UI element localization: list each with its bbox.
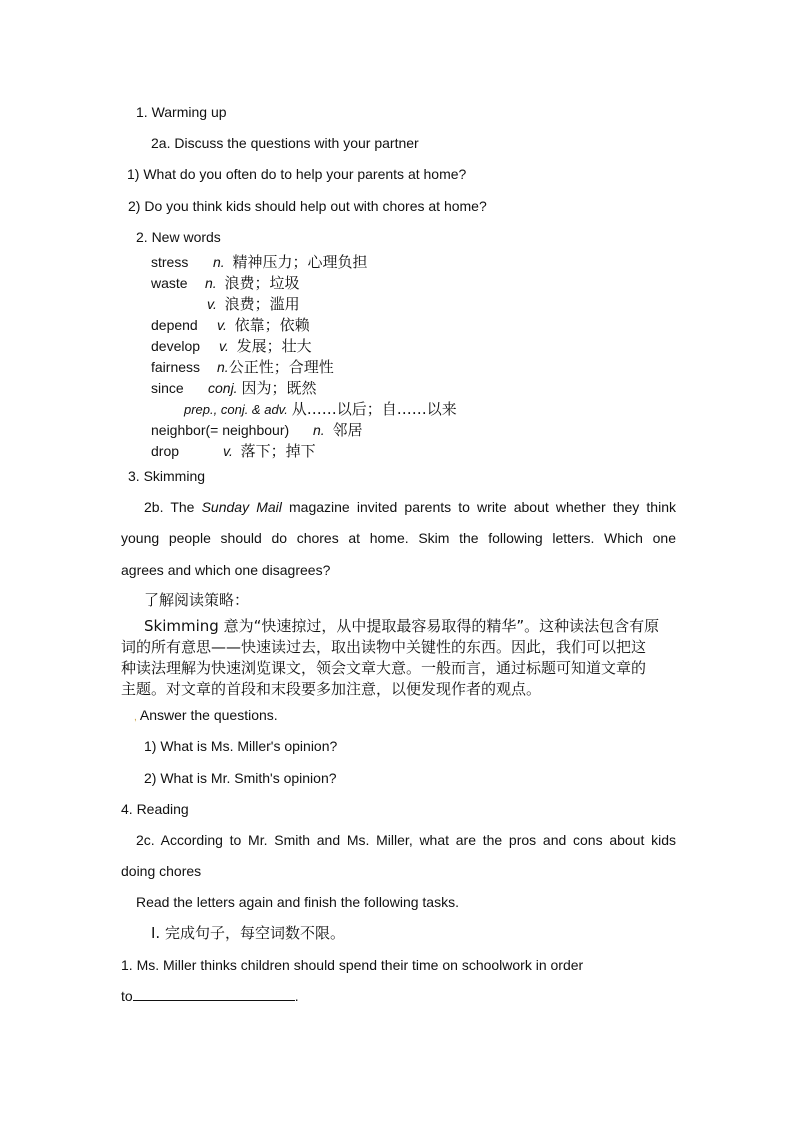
task-2b-line-1 — [144, 498, 676, 516]
vocab-entry — [207, 295, 300, 313]
vocab-word: neighbor(= neighbour) — [151, 422, 290, 438]
vocab-entry — [184, 400, 457, 419]
question-1: 1) What do you often do to help your parents at home? — [127, 166, 467, 182]
vocab-meaning: 邻居 — [332, 421, 363, 439]
vocab-meaning: 落下；掉下 — [240, 442, 316, 460]
vocab-pos: n. — [205, 275, 217, 291]
list-marker: , — [134, 712, 137, 723]
reading-instruction: Read the letters again and finish the following tasks. — [136, 894, 459, 910]
exercise-item-1-cont — [121, 987, 299, 1005]
vocab-pos: v. — [219, 338, 229, 354]
vocab-entry — [151, 379, 316, 397]
task-2b-rest: magazine invited parents to write about whether they think — [281, 499, 676, 515]
vocab-pos: n. — [313, 422, 325, 438]
task-2c-line-1: 2c. According to Mr. Smith and Ms. Miller, what are the pros and cons about kids — [136, 832, 676, 848]
magazine-title: Sunday Mail — [201, 499, 282, 515]
task-2c-line-2: doing chores — [121, 863, 202, 879]
vocab-entry — [151, 421, 362, 439]
vocab-pos: v. — [223, 443, 233, 459]
vocab-meaning: 浪费；滥用 — [224, 295, 300, 313]
vocab-word: waste — [151, 275, 188, 291]
task-2a: 2a. Discuss the questions with your partner — [151, 135, 419, 151]
vocab-meaning: 从……以后；自……以来 — [291, 400, 457, 418]
vocab-meaning: 精神压力；心理负担 — [232, 253, 368, 271]
section-heading-skimming: 3. Skimming — [128, 468, 206, 484]
section-heading-reading: 4. Reading — [121, 801, 189, 817]
vocab-meaning: 发展；壮大 — [236, 337, 312, 355]
vocab-entry — [151, 442, 316, 460]
task-2b-prefix: 2b. The — [144, 499, 202, 515]
vocab-pos: n. — [217, 359, 229, 375]
vocab-word: depend — [151, 317, 198, 333]
strategy-line-1: Skimming 意为“快速掠过，从中提取最容易取得的精华”。这种读法包含有原 — [144, 617, 660, 635]
vocab-meaning: 因为；既然 — [241, 379, 317, 397]
answer-prompt-text: Answer the questions. — [139, 707, 278, 723]
vocab-pos: v. — [207, 296, 217, 312]
vocab-entry — [151, 274, 299, 292]
item-1-to: to — [121, 988, 133, 1004]
item-1-period: . — [294, 988, 299, 1004]
exercise-item-1: 1. Ms. Miller thinks children should spend their time on schoolwork in order — [121, 957, 584, 973]
section-heading-warming-up: 1. Warming up — [136, 104, 227, 120]
vocab-entry — [151, 316, 310, 334]
vocab-word: develop — [151, 338, 201, 354]
vocab-word: since — [151, 380, 184, 396]
task-2b-line-2: young people should do chores at home. Skim the following letters. Which one — [121, 530, 676, 546]
reading-strategy-title: 了解阅读策略： — [144, 591, 250, 609]
answer-blank[interactable] — [133, 988, 295, 1001]
vocab-pos: conj. — [208, 380, 238, 396]
vocab-entry — [151, 337, 312, 355]
vocab-word: stress — [151, 254, 189, 270]
section-heading-new-words: 2. New words — [136, 229, 221, 245]
vocab-pos: prep., conj. & adv. — [184, 402, 288, 417]
vocab-entry — [151, 358, 334, 376]
strategy-line-2: 词的所有意思——快速读过去，取出读物中关键性的东西。因此，我们可以把这 — [121, 638, 647, 656]
vocab-word: drop — [151, 443, 180, 459]
strategy-line-4: 主题。对文章的首段和末段要多加注意，以便发现作者的观点。 — [121, 680, 542, 698]
skim-question-2: 2) What is Mr. Smith's opinion? — [144, 770, 337, 786]
strategy-line-3: 种读法理解为快速浏览课文，领会文章大意。一般而言，通过标题可知道文章的 — [121, 659, 647, 677]
vocab-meaning: 公正性；合理性 — [228, 358, 334, 376]
vocab-pos: n. — [213, 254, 225, 270]
part-one-label: I. 完成句子，每空词数不限。 — [151, 924, 345, 942]
task-2b-line-3: agrees and which one disagrees? — [121, 562, 331, 578]
question-2: 2) Do you think kids should help out with chores at home? — [128, 198, 487, 214]
vocab-meaning: 浪费；垃圾 — [224, 274, 300, 292]
answer-prompt — [134, 706, 278, 727]
skim-question-1: 1) What is Ms. Miller's opinion? — [144, 738, 338, 754]
vocab-entry — [151, 253, 367, 271]
vocab-pos: v. — [217, 317, 227, 333]
vocab-word: fairness — [151, 359, 201, 375]
vocab-meaning: 依靠；依赖 — [234, 316, 310, 334]
